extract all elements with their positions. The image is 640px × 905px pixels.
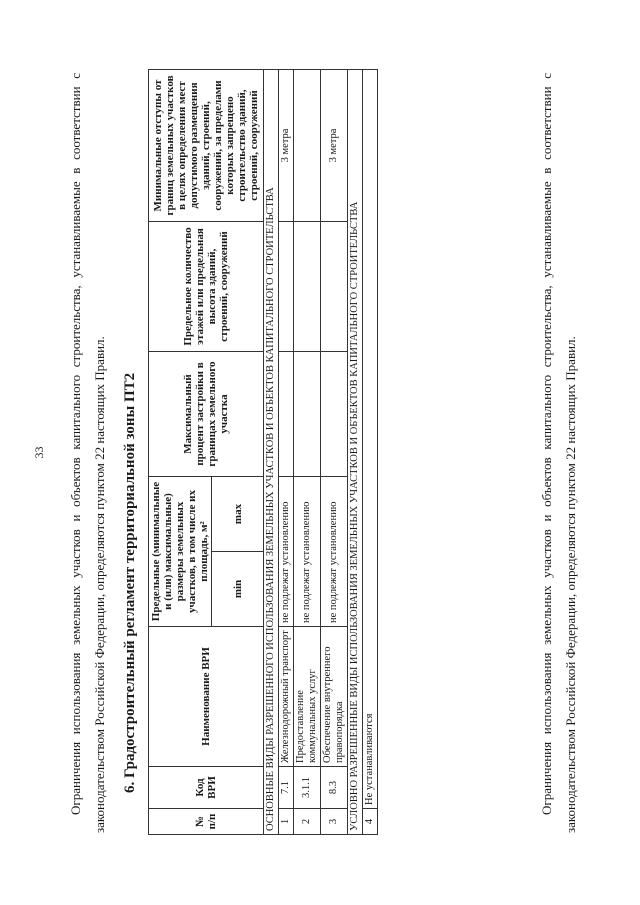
col-min-header: min	[212, 552, 264, 627]
col-code-header: Код ВРИ	[149, 767, 264, 809]
table-row	[321, 70, 348, 835]
row-name: Предоставление коммунальных услуг	[294, 627, 321, 767]
page-number: 33	[32, 446, 46, 459]
row-name: Железнодорожный транспорт	[279, 627, 294, 767]
restrictions-paragraph-bottom: Ограничения использования земельных участков и объектов капитального строительства, устанавливаемые в соответствии с законодательством Российской Федерации, определяются пунктом 22 настоящих Правил.	[539, 73, 578, 833]
col-sizes-header: Предельные (минимальные и (или) максимальные) размеры земельных участков, в том числе их площадь, м²	[149, 477, 212, 627]
section-main-row	[264, 70, 279, 835]
row-num: 2	[294, 809, 321, 835]
row-num: 1	[279, 809, 294, 835]
row-floors	[279, 222, 294, 352]
row-floors	[294, 222, 321, 352]
col-max-header: max	[212, 477, 264, 552]
header-row	[149, 70, 212, 835]
row-setbacks: 3 метра	[321, 70, 348, 222]
section-main-label: ОСНОВНЫЕ ВИДЫ РАЗРЕШЕННОГО ИСПОЛЬЗОВАНИЯ ЗЕМЕЛЬНЫХ УЧАСТКОВ И ОБЪЕКТОВ КАПИТАЛЬНОГО СТРОИТЕЛЬСТВА	[264, 70, 279, 835]
row-conditional-text: Не устанавливаются	[363, 70, 378, 809]
row-code: 8.3	[321, 767, 348, 809]
row-coverage	[321, 352, 348, 477]
row-code: 3.1.1	[294, 767, 321, 809]
row-name: Обеспечение внутреннего правопорядка	[321, 627, 348, 767]
row-floors	[321, 222, 348, 352]
row-coverage	[294, 352, 321, 477]
row-sizes: не подлежат установлению	[279, 477, 294, 627]
row-coverage	[279, 352, 294, 477]
table-row	[294, 70, 321, 835]
row-sizes: не подлежат установлению	[294, 477, 321, 627]
col-floors-header: Предельное количество этажей или предельная высота зданий, строений, сооружений	[149, 222, 264, 352]
col-coverage-header: Максимальный процент застройки в границах земельного участка	[149, 352, 264, 477]
row-num: 4	[363, 809, 378, 835]
col-num-header: № п/п	[149, 809, 264, 835]
table-row	[363, 70, 378, 835]
restrictions-paragraph-top: Ограничения использования земельных участков и объектов капитального строительства, устанавливаемые в соответствии с законодательством Российской Федерации, определяются пунктом 22 настоящих Правил.	[68, 73, 107, 833]
table-row	[279, 70, 294, 835]
col-setbacks-header: Минимальные отступы от границ земельных участков в целях определения мест допустимого размещения зданий, строений, сооружений, за пределами которых запрещено строительство зданий, строений, сооружений	[149, 70, 264, 222]
row-setbacks: 3 метра	[279, 70, 294, 222]
row-code: 7.1	[279, 767, 294, 809]
row-setbacks	[294, 70, 321, 222]
section-heading: 6. Градостроительный регламент территориальной зоны ПТ2	[122, 372, 138, 793]
regulation-table	[148, 69, 378, 835]
row-sizes: не подлежат установлению	[321, 477, 348, 627]
section-conditional-label: УСЛОВНО РАЗРЕШЕННЫЕ ВИДЫ ИСПОЛЬЗОВАНИЯ ЗЕМЕЛЬНЫХ УЧАСТКОВ И ОБЪЕКТОВ КАПИТАЛЬНОГО СТРОИТЕЛЬСТВА	[348, 70, 363, 835]
section-conditional-row	[348, 70, 363, 835]
row-num: 3	[321, 809, 348, 835]
col-name-header: Наименование ВРИ	[149, 627, 264, 767]
